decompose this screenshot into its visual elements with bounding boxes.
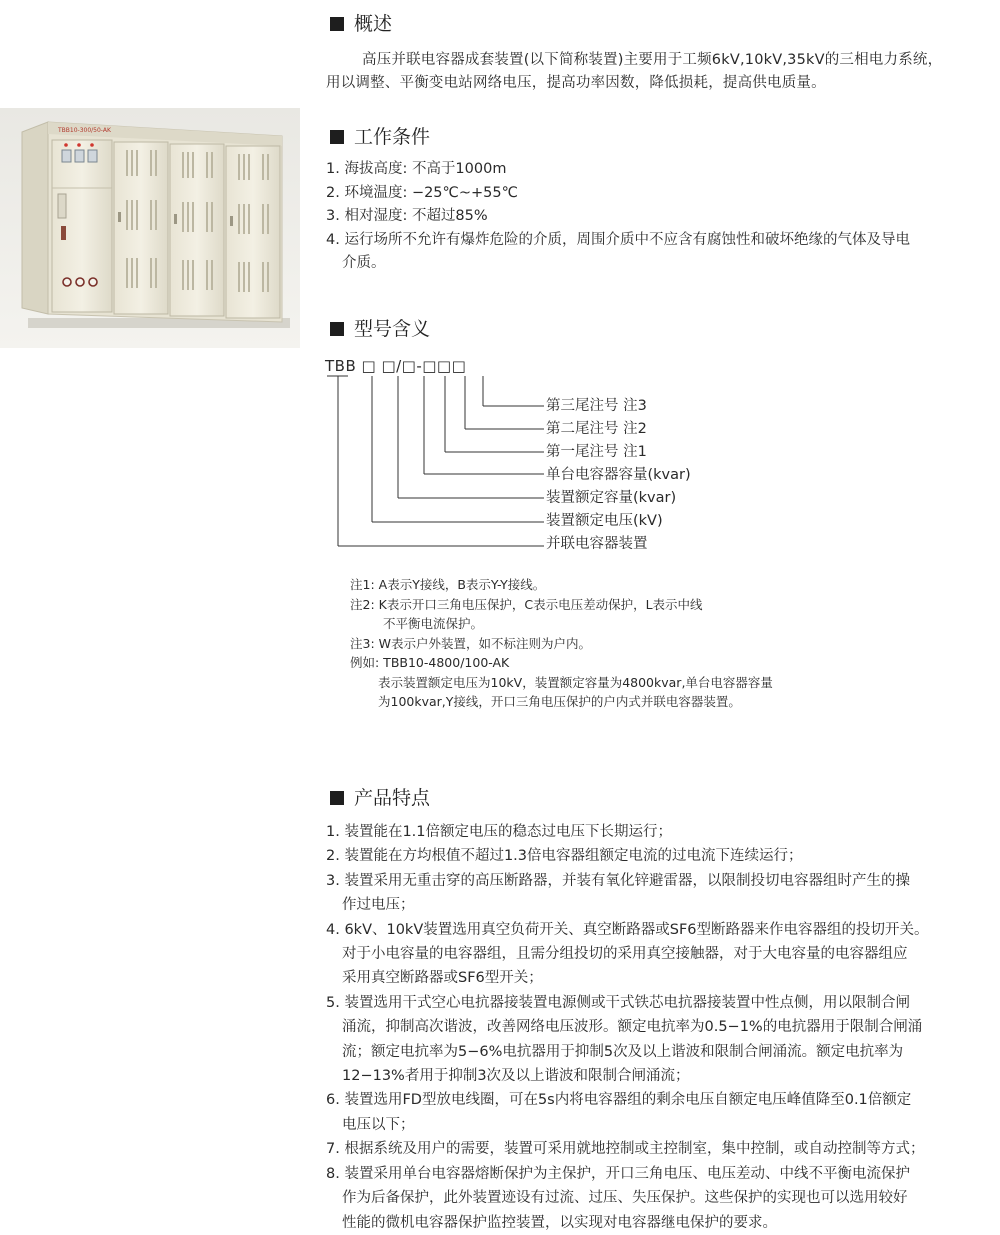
model-label: 并联电容器装置 [546,536,648,552]
feature-line: 采用真空断路器或SF6型开关； [342,970,543,987]
feature-line: 4. 6kV、10kV装置选用真空负荷开关、真空断路器或SF6型断路器来作电容器组的投切开关。 [326,921,929,938]
feature-line: 6. 装置选用FD型放电线圈，可在5s内将电容器组的剩余电压自额定电压峰值降至0.1倍额定 [326,1092,912,1109]
nameplate-text: TBB10-300/50-AK [58,127,111,134]
note-line: 不平衡电流保护。 [383,616,484,631]
model-diagram-lines [320,374,550,554]
model-label: 第一尾注号 注1 [546,444,647,460]
condition-item: 4. 运行场所不允许有爆炸危险的介质，周围介质中不应含有腐蚀性和破坏绝缘的气体及导电 [326,231,910,248]
note-line: 注2: K表示开口三角电压保护，C表示电压差动保护，L表示中线 [350,596,703,612]
model-label: 第二尾注号 注2 [546,421,647,437]
feature-line: 涌流，抑制高次谐波，改善网络电压波形。额定电抗率为0.5−1%的电抗器用于限制合闸涌 [342,1019,923,1036]
features-heading: 产品特点 [330,783,430,810]
note-line: 例如: TBB10-4800/100-AK [350,655,510,670]
feature-line: 7. 根据系统及用户的需要，装置可采用就地控制或主控制室，集中控制，或自动控制等方式； [326,1141,925,1158]
model-code: TBB □ □/□-□□□ [325,357,467,375]
product-photo [0,108,300,348]
condition-item: 3. 相对湿度: 不超过85% [326,208,488,224]
heading-square-icon [330,791,344,805]
feature-line: 2. 装置能在方均根值不超过1.3倍电容器组额定电流的过电流下连续运行； [326,848,803,865]
feature-line: 1. 装置能在1.1倍额定电压的稳态过电压下长期运行； [326,824,673,840]
heading-square-icon [330,322,344,336]
conditions-heading: 工作条件 [330,122,430,149]
note-line: 为100kvar,Y接线，开口三角电压保护的户内式并联电容器装置。 [378,694,741,709]
feature-line: 对于小电容量的电容器组，且需分组投切的采用真空接触器，对于大电容量的电容器组应 [342,946,908,963]
feature-line: 3. 装置采用无重击穿的高压断路器，并装有氧化锌避雷器，以限制投切电容器组时产生的操 [326,872,910,889]
model-label: 装置额定电压(kV) [546,513,663,529]
features-list [326,820,929,1235]
condition-item: 2. 环境温度: −25℃~+55℃ [326,184,518,201]
feature-line: 8. 装置采用单台电容器熔断保护为主保护，开口三角电压、电压差动、中线不平衡电流保护 [326,1165,910,1182]
heading-square-icon [330,17,344,31]
feature-line: 电压以下； [342,1116,415,1133]
model-label: 装置额定容量(kvar) [546,490,677,506]
model-label: 单台电容器容量(kvar) [546,467,691,483]
feature-line: 作为后备保护，此外装置迹设有过流、过压、失压保护。这些保护的实现也可以选用较好 [342,1190,908,1207]
overview-heading: 概述 [330,9,392,36]
model-labels [546,395,691,556]
feature-line: 5. 装置选用干式空心电抗器接装置电源侧或干式铁芯电抗器接装置中性点侧，用以限制合闸 [326,994,910,1011]
overview-text [326,49,994,95]
condition-item-continued: 介质。 [342,255,386,271]
heading-square-icon [330,130,344,144]
model-notes [350,575,773,712]
note-line: 注3: W表示户外装置，如不标注则为户内。 [350,635,591,651]
feature-line: 12−13%者用于抑制3次及以上谐波和限制合闸涌流； [342,1068,690,1085]
model-label: 第三尾注号 注3 [546,398,647,414]
conditions-list [326,158,910,276]
feature-line: 流；额定电抗率为5−6%电抗器用于抑制5次及以上谐波和限制合闸涌流。额定电抗率为 [342,1043,904,1060]
feature-line: 作过电压； [342,897,415,914]
capacitor-cabinet-image [0,108,300,348]
model-heading: 型号含义 [330,314,430,341]
overview-line: 高压并联电容器成套装置(以下简称装置)主要用于工频6kV,10kV,35kV的三相电力系统， [362,52,943,68]
feature-line: 性能的微机电容器保护监控装置，以实现对电容器继电保护的要求。 [342,1214,777,1231]
note-line: 注1: A表示Y接线，B表示Y-Y接线。 [350,577,546,592]
overview-line: 用以调整、平衡变电站网络电压，提高功率因数，降低损耗，提高供电质量。 [326,75,826,91]
note-line: 表示装置额定电压为10kV，装置额定容量为4800kvar,单台电容器容量 [378,674,773,690]
condition-item: 1. 海拔高度: 不高于1000m [326,161,507,177]
